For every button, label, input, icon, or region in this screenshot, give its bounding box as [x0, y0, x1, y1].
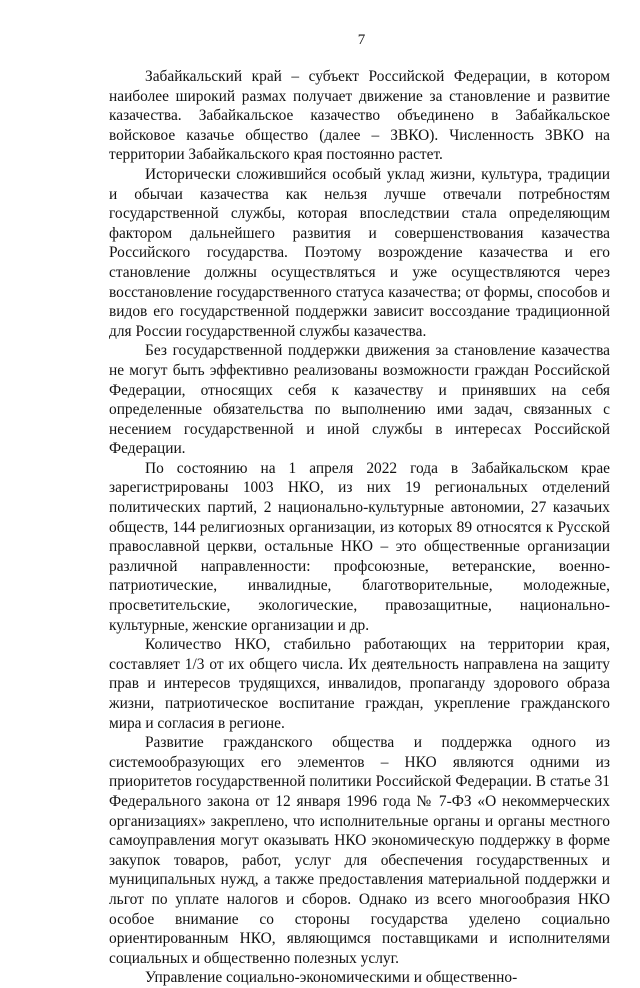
- paragraph-nko-activity: Количество НКО, стабильно работающих на территории края, составляет 1/3 от их общего числа. Их деятельность направлена на защиту прав и интересов трудящихся, инвалидов, пропаганду здорового образа жизни, патриотическое воспитание граждан, укрепление гражданского мира и согласия в регионе.: [109, 636, 610, 732]
- paragraph-nko-statistics: По состоянию на 1 апреля 2022 года в Забайкальском крае зарегистрированы 1003 НКО, из них 19 региональных отделений политических партий, 2 национально-культурные автономии, 27 казачьих обществ, 144 религиозных организации, из которых 89 относятся к Русской православной церкви, остальные НКО – это общественные организации различной направленности: профсоюзные, ветеранские, военно-патриотические, инвалидные, благотворительные, молодежные, просветительские, экологические, правозащитные, национально-культурные, женские организации и др.: [109, 459, 610, 634]
- paragraph-cossacks-region: Забайкальский край – субъект Российской Федерации, в котором наиболее широкий размах получает движение за становление и развитие казачества. Забайкальское казачество объединено в Забайкальское войсковое казачье общество (далее – ЗВКО). Численность ЗВКО на территории Забайкальского края постоянно растет.: [109, 68, 610, 164]
- paragraph-state-support: Без государственной поддержки движения за становление казачества не могут быть эффективно реализованы возможности граждан Российской Федерации, относящих себя к казачеству и принявших на себя определенные обязательства по выполнению ими задач, связанных с несением государственной и иной службы в интересах Российской Федерации.: [109, 342, 610, 458]
- paragraph-civil-society: Развитие гражданского общества и поддержка одного из системообразующих его элементов – НКО являются одними из приоритетов государственной политики Российской Федерации. В статье 31 Федерального закона от 12 января 1996 года № 7-ФЗ «О некоммерческих организациях» закреплено, что исполнительные органы и органы местного самоуправления могут оказывать НКО экономическую поддержку в форме закупок товаров, работ, услуг для обеспечения государственных и муниципальных нужд, а также предоставления материальной поддержки и льгот по уплате налогов и сборов. Однако из всего многообразия НКО особое внимание со стороны государства уделено социально ориентированным НКО, являющимся поставщиками и исполнителями социальных и общественно полезных услуг.: [109, 734, 610, 967]
- page-number: 7: [357, 32, 366, 48]
- paragraph-management: Управление социально-экономическими и общественно-: [145, 969, 518, 987]
- paragraph-cossacks-history: Исторически сложившийся особый уклад жизни, культура, традиции и обычаи казачества как нельзя лучше отвечали потребностям государственной службы, которая впоследствии стала определяющим фактором дальнейшего развития и совершенствования казачества Российского государства. Поэтому возрождение казачества и его становление должны осуществляться и уже осуществляются через восстановление государственного статуса казачества; от формы, способов и видов его государственной поддержки зависит воссоздание традиционной для России государственной службы казачества.: [109, 165, 610, 340]
- document-body: [109, 67, 610, 988]
